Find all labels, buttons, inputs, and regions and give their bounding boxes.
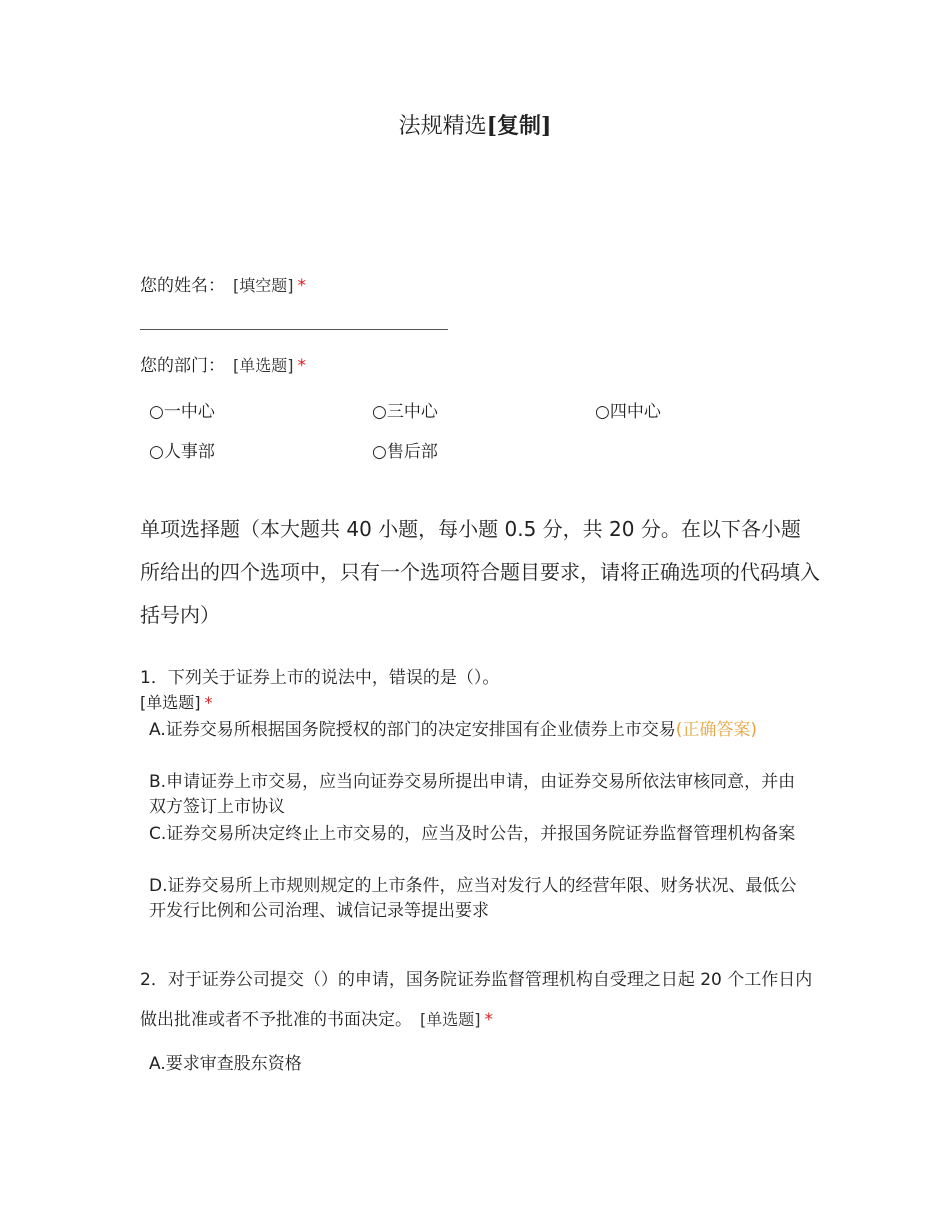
dept-question [140, 354, 306, 378]
question1-required-mark: * [204, 693, 213, 712]
question1-option-d[interactable]: D.证券交易所上市规则规定的上市条件，应当对发行人的经营年限、财务状况、最低公开发行比例和公司治理、诚信记录等提出要求 [149, 876, 797, 921]
question2-body: 2．对于证券公司提交（）的申请，国务院证券监督管理机构自受理之日起 20 个工作日内做出批准或者不予批准的书面决定。 [140, 970, 813, 1030]
name-question [140, 274, 306, 298]
name-label: 您的姓名： [140, 276, 225, 296]
dept-required-mark: * [297, 356, 306, 376]
question2-type-tag: [单选题] [420, 1010, 481, 1029]
dept-option-center4[interactable]: ○四中心 [595, 402, 661, 422]
correct-answer-label: (正确答案) [675, 720, 757, 740]
question1-text: 1．下列关于证券上市的说法中，错误的是（）。 [140, 668, 500, 688]
question2-option-a[interactable]: A.要求审查股东资格 [149, 1054, 302, 1074]
question2-text [140, 960, 815, 1040]
dept-option-hr[interactable]: ○人事部 [149, 442, 215, 462]
question1-type [140, 692, 213, 714]
question1-option-a-text: A.证券交易所根据国务院授权的部门的决定安排国有企业债券上市交易 [149, 720, 676, 740]
dept-option-center3[interactable]: ○三中心 [372, 402, 438, 422]
dept-option-aftersales[interactable]: ○售后部 [372, 442, 438, 462]
name-type-tag: [填空题] [233, 276, 294, 295]
name-required-mark: * [297, 276, 306, 296]
question2-required-mark: * [484, 1010, 493, 1030]
question1-option-a[interactable] [149, 718, 799, 743]
question1-type-tag: [单选题] [140, 693, 201, 712]
question1-option-c[interactable]: C.证券交易所决定终止上市交易的，应当及时公告，并报国务院证券监督管理机构备案 [149, 824, 796, 844]
section-heading: 单项选择题（本大题共 40 小题，每小题 0.5 分，共 20 分。在以下各小题所给出的四个选项中，只有一个选项符合题目要求，请将正确选项的代码填入括号内） [140, 517, 820, 627]
page-title [0, 108, 950, 145]
dept-option-center1[interactable]: ○一中心 [149, 402, 215, 422]
dept-type-tag: [单选题] [233, 356, 294, 375]
dept-label: 您的部门： [140, 356, 225, 376]
title-main: 法规精选 [398, 114, 487, 139]
title-copy-tag: [复制] [486, 113, 552, 139]
question1-option-b[interactable]: B.申请证券上市交易，应当向证券交易所提出申请，由证券交易所依法审核同意，并由双方签订上市协议 [149, 772, 796, 817]
name-input-line[interactable] [140, 329, 448, 330]
